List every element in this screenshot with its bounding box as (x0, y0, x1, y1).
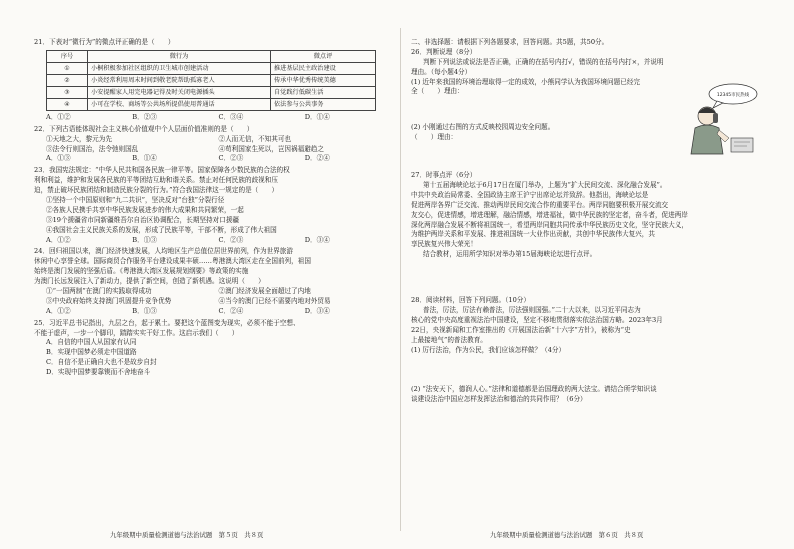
question-26 (411, 48, 763, 169)
list-item: ②澳门经济发展全面超过了内地 (218, 287, 311, 296)
q27-line: 第十五届海峡论坛于6月17日在厦门举办，上题为“扩大民间交流、深化融合发展”。 (423, 181, 667, 190)
q28-line: 普法，厉法，厉法有赖普法，厉法强则国强。”二十大以来，以习近平同志为 (423, 306, 641, 315)
table-cell: 小安提醒家人用完电器记得及时关闭电源插头 (88, 86, 271, 98)
page-footer-left: 九年级期中质量检测道德与法治试题 第５页 共８页 (110, 531, 264, 540)
list-item: ①坚持一个中国原则和“九二共识”，坚决反对“台独”分裂行径 (46, 196, 225, 205)
q22-stem: 22．下列古语能体现社会主义核心价值观中个人层面价值准则的是（ ） (34, 124, 254, 133)
option-b[interactable]: B．①④ (132, 154, 157, 163)
speech-bubble-text: 12345市民热线 (716, 92, 750, 98)
q24-line: 为澳门长远发展注入了新动力，提供了新空间，创造了新机遇。这说明（ ） (34, 277, 265, 286)
option-d[interactable]: D．①④ (304, 112, 330, 121)
q21-table (46, 50, 376, 111)
q24-options (34, 307, 391, 317)
question-28 (411, 296, 763, 405)
list-item: ③中央政府始终支持澳门巩固提升竞争优势 (46, 296, 172, 305)
q26-item-1: 全（ ）理由： (411, 87, 464, 96)
option-c[interactable]: C．③④ (218, 112, 244, 121)
q28-line: 核心的党中央高度重视法治中国建设，坚定不移地贯彻落实依法治国方略。2023年3月 (411, 315, 663, 324)
q22-options (34, 154, 391, 164)
list-item: ④当今的澳门已经不需要内地对外贸易 (218, 296, 331, 305)
option-a[interactable]: A．自信的中国人从国家有认同 (46, 338, 137, 347)
list-item: ③19个援疆省市同新疆维吾尔自治区协调配合，长期坚持对口援疆 (46, 215, 240, 224)
q23-options (34, 236, 391, 246)
left-column (34, 38, 391, 380)
q24-items-row2 (34, 297, 391, 307)
list-item: ①天地之大，黎元为先 (46, 134, 112, 143)
option-a[interactable]: A．①③ (46, 154, 71, 163)
table-cell: ③ (47, 86, 88, 98)
table-cell: ① (47, 62, 88, 74)
q25-line: 不能于虚声，一步一个脚印，踏踏实实干好工作。这启示我们（ ） (34, 328, 239, 337)
list-item: ②各族人民携手共享中华民族发展进步的伟大成果和共同繁荣，一起 (46, 205, 244, 214)
question-24 (34, 247, 391, 316)
q26-title: 26．判断说理（8分） (411, 47, 477, 56)
option-d[interactable]: D．③④ (304, 306, 330, 315)
q22-items-row1 (34, 135, 391, 145)
q26-instruction: 判断下列说法或说法是否正确，正确的在括号内打√，错误的在括号内打×，并说明 (423, 57, 664, 66)
q28-sub-2: (2) “法安天下，德润人心。”法律和道德都是治国理政的两大法宝。请结合所学知识谈 (411, 385, 657, 394)
q24-line: 休闲中心享誉全球。国际商贸合作服务平台建设成果丰硕……粤港澳大湾区走在全国前列，祖国 (34, 257, 311, 266)
answer-space[interactable] (411, 260, 763, 294)
q22-items-row2 (34, 145, 391, 155)
q21-th-behavior: 微行为 (88, 50, 271, 62)
q23-line: 利和利益，维护和发展各民族的平等团结互助和谐关系。禁止对任何民族的歧视和压 (34, 176, 278, 185)
option-b[interactable]: B．②③ (132, 112, 157, 121)
table-row (47, 74, 376, 86)
q21-stem: 21．下表对“微行为”的微点评正确的是（ ） (34, 38, 175, 46)
page-footer-right: 九年级期中质量检测道德与法治试题 第６页 共８页 (490, 531, 644, 540)
option-b[interactable]: B．①③ (132, 306, 157, 315)
q28-sub-1: (1) 厉行法治，作为公民，我们应该怎样做？（4分） (411, 345, 566, 354)
q21-th-no: 序号 (47, 50, 88, 62)
q27-task: 结合教材，运用所学知识对举办第15届海峡论坛进行点评。 (423, 250, 597, 259)
table-cell: 自觉践行低碳生活 (271, 86, 376, 98)
question-25 (34, 319, 391, 378)
q26-item-2: （ ）理由： (411, 133, 458, 142)
table-cell: 依法参与公共事务 (271, 98, 376, 110)
right-column (411, 38, 763, 407)
q27-line: 深化两岸融合发展不断将祖国统一，希望两岸同胞共同传承中华民族历史文化，坚守民族大义， (411, 220, 688, 229)
q21-table-header (47, 50, 376, 62)
table-row (47, 86, 376, 98)
table-row (47, 98, 376, 110)
table-cell: 小炎经常利用周末时间到敬老院帮助孤寡老人 (88, 74, 271, 86)
q28-line: 22日，央视新闻和工作室推出的《开展国法治新“十六字”方针》，被称为“史 (411, 325, 631, 334)
q24-line: 始终是澳门发展的坚强后盾。《粤港澳大湾区发展规划纲要》等政策的实施 (34, 267, 249, 276)
option-c[interactable]: C．②③ (218, 154, 244, 163)
q23-line: 迫，禁止破坏民族团结和制造民族分裂的行为。”符合我国法律这一规定的是（ ） (34, 186, 279, 195)
table-cell: 小桐积极参加社区组织的卫生城市创建活动 (88, 62, 271, 74)
q27-line: 享民族复兴伟大荣光！ (411, 240, 477, 249)
q21-options (34, 113, 391, 123)
q21-th-comment: 微点评 (271, 50, 376, 62)
q24-items-row1 (34, 287, 391, 297)
q28-title: 28．阅读材料，回答下列问题。（10分） (411, 296, 530, 305)
list-item: ④苟利国家生死以，岂因祸福避趋之 (218, 144, 324, 153)
question-21 (34, 38, 391, 123)
option-a[interactable]: A．①② (46, 306, 71, 315)
option-a[interactable]: A．①② (46, 112, 71, 121)
table-cell: ② (47, 74, 88, 86)
answer-space[interactable] (411, 355, 763, 385)
table-cell: 小可在学校、商场等公共场所提倡使用普通话 (88, 98, 271, 110)
hotline-caller-illustration (681, 80, 761, 156)
q26-item-1: (1) 近年来我国的环境治理取得一定的成效，小熊同学认为我国环境问题已经完 (411, 77, 641, 86)
option-c[interactable]: C．自信不是正确自大也不是故步自封 (46, 358, 157, 367)
q26-instruction: 理由。（每小题4分） (411, 67, 472, 76)
section-heading: 二、非选择题：请根据下列各题要求，回答问题。共5题，共50分。 (411, 38, 609, 46)
table-row (47, 62, 376, 74)
list-item: ③法令行则国治，法令弛则国乱 (46, 144, 139, 153)
q26-item-2: (2) 小刚通过右图的方式反映校园周边安全问题。 (411, 123, 555, 132)
page-divider (400, 28, 401, 531)
q23-line: 23．我国宪法规定：“中华人民共和国各民族一律平等。国家保障各少数民族的合法的权 (34, 166, 290, 175)
table-cell: 传承中华优秀传统美德 (271, 74, 376, 86)
q24-line: 24．回归祖国以来，澳门经济快速发展，人均地区生产总值位居世界前列，作为世界旅游 (34, 247, 293, 256)
list-item: ①“一国两制”在澳门的实践取得成功 (46, 287, 152, 296)
table-cell: 推进基层民主政治建设 (271, 62, 376, 74)
q27-title: 27．时事点评（6分） (411, 171, 477, 180)
option-a[interactable]: A．①② (46, 235, 71, 244)
option-b[interactable]: B．①③ (132, 235, 157, 244)
option-d[interactable]: D．实现中国梦要靠锲而不舍地奋斗 (46, 368, 151, 377)
table-cell: ④ (47, 98, 88, 110)
list-item: ④我国社会主义民族关系的发展，形成了民族平等，干部不断，形成了伟大祖国 (46, 225, 277, 234)
q28-line: 上最接地气”的普法教育。 (411, 335, 487, 344)
option-d[interactable]: D．②④ (304, 154, 330, 163)
list-item: ②人而无信，不知其可也 (218, 134, 292, 143)
q27-line: 中共中央政治局常委、全国政协主席王沪宁出席论坛并致辞。他指出，海峡论坛是 (411, 190, 649, 199)
q25-line: 25．习近平总书记指出，九层之台，起于累土。要把这个蓝图变为现实，必须不能于空想、 (34, 318, 300, 327)
option-c[interactable]: C．②④ (218, 306, 244, 315)
q27-line: 友交心，促进情感，增进理解，融洽情感，增进福祉，做中华民族的坚定者，奋斗者，促进两岸 (411, 210, 688, 219)
question-22 (34, 125, 391, 165)
option-d[interactable]: D．③④ (304, 235, 330, 244)
q27-line: 为维护两岸关系和平发展、推进祖国统一大业作出贡献，共创中华民族伟大复兴，共 (411, 230, 655, 239)
option-c[interactable]: C．②③ (218, 235, 244, 244)
question-27 (411, 171, 763, 294)
q27-line: 促进两岸各界广泛交流、推动两岸民间交流合作的重要平台。两岸同胞要积极开展交流交 (411, 200, 669, 209)
option-b[interactable]: B．实现中国梦必须走中国道路 (46, 348, 137, 357)
question-23 (34, 166, 391, 245)
q28-sub-2: 谈建设法治中国应怎样发挥法治和德治的共同作用？（6分） (411, 395, 587, 404)
